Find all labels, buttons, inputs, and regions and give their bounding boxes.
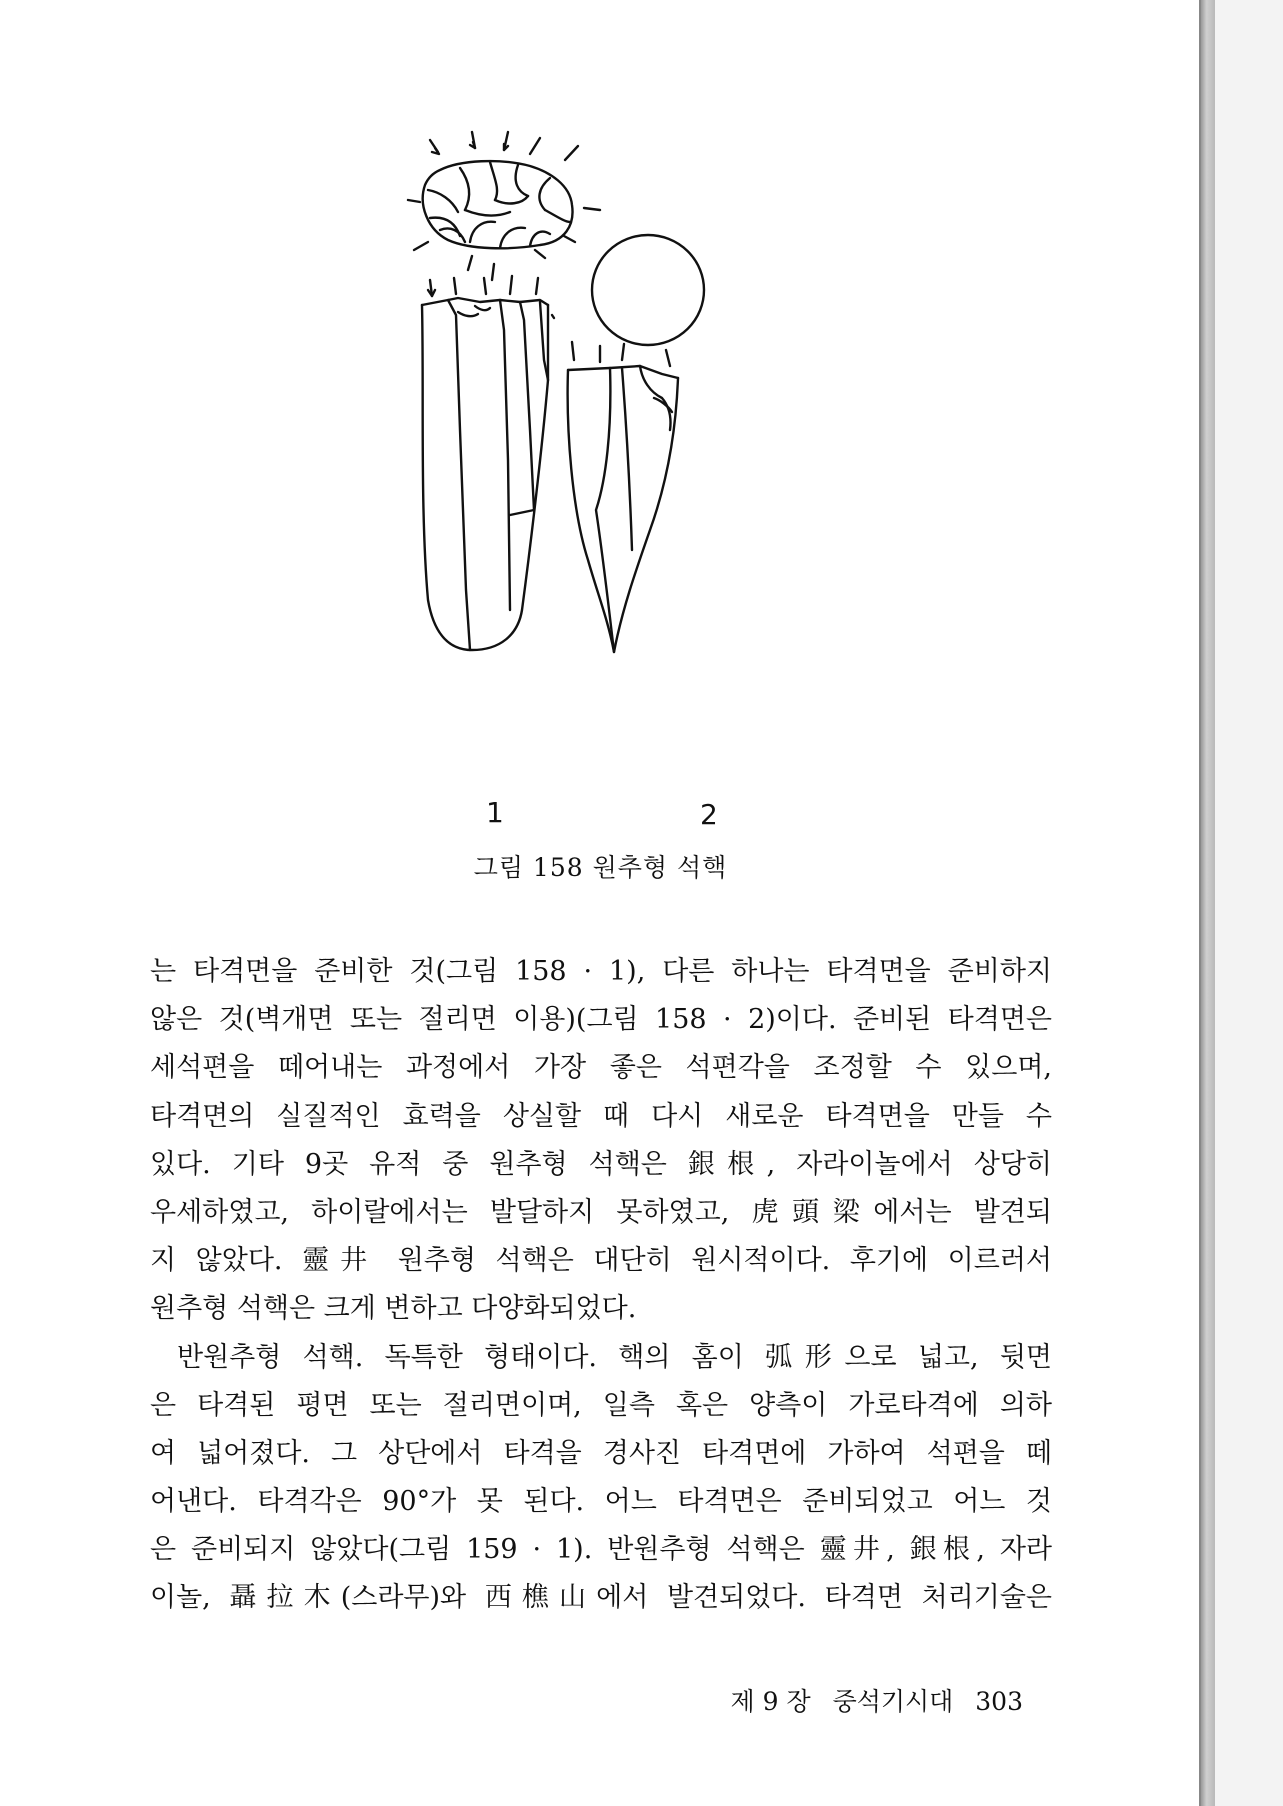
core-2-side-view [568, 342, 678, 652]
text-line: 반원추형 석핵. 독특한 형태이다. 핵의 홈이 弧形으로 넓고, 뒷면 [177, 1341, 1052, 1373]
stone-core-drawing [400, 130, 820, 830]
figure-label-2: 2 [700, 798, 718, 831]
text-line: 은 타격된 평면 또는 절리면이며, 일측 혹은 양측이 가로타격에 의하 [150, 1389, 1052, 1421]
figure-label-1: 1 [486, 796, 504, 829]
text-line: 있다. 기타 9곳 유적 중 원추형 석핵은 銀根, 자라이놀에서 상당히 [150, 1148, 1052, 1180]
footer-title: 중석기시대 [832, 1687, 954, 1716]
text-line: 않은 것(벽개면 또는 절리면 이용)(그림 158 · 2)이다. 준비된 타격면은 [150, 1004, 1052, 1036]
page-edge [1201, 0, 1215, 1806]
text-line: 은 준비되지 않았다(그림 159 · 1). 반원추형 석핵은 靈井, 銀根, 자라 [150, 1534, 1052, 1566]
page-footer [717, 1682, 1024, 1718]
text-line: 어낸다. 타격각은 90°가 못 된다. 어느 타격면은 준비되었고 어느 것 [150, 1486, 1052, 1518]
core-1-side-view [422, 276, 548, 650]
text-line: 는 타격면을 준비한 것(그림 158 · 1), 다른 하나는 타격면을 준비하지 [150, 956, 1052, 987]
figure-158 [400, 130, 820, 830]
text-line: 타격면의 실질적인 효력을 상실할 때 다시 새로운 타격면을 만들 수 [150, 1100, 1052, 1132]
footer-chapter: 제 9 장 [730, 1687, 811, 1716]
background-margin [1215, 0, 1283, 1806]
body-text [150, 948, 1052, 1623]
figure-caption: 그림 158 원추형 석핵 [473, 853, 728, 882]
core-2-top-view [552, 235, 704, 345]
text-line: 세석편을 떼어내는 과정에서 가장 좋은 석편각을 조정할 수 있으며, [150, 1052, 1052, 1084]
core-1-top-view [408, 132, 600, 280]
text-line: 이놀, 聶拉木(스라무)와 西樵山에서 발견되었다. 타격면 처리기술은 [150, 1582, 1052, 1614]
text-line: 여 넓어졌다. 그 상단에서 타격을 경사진 타격면에 가하여 석편을 떼 [150, 1437, 1052, 1469]
text-line: 지 않았다. 靈井 원추형 석핵은 대단히 원시적이다. 후기에 이르러서 [150, 1245, 1052, 1277]
text-line: 원추형 석핵은 크게 변하고 다양화되었다. [150, 1293, 637, 1325]
page-number: 303 [975, 1687, 1023, 1716]
text-line: 우세하였고, 하이랄에서는 발달하지 못하였고, 虎頭梁에서는 발견되 [150, 1196, 1052, 1228]
